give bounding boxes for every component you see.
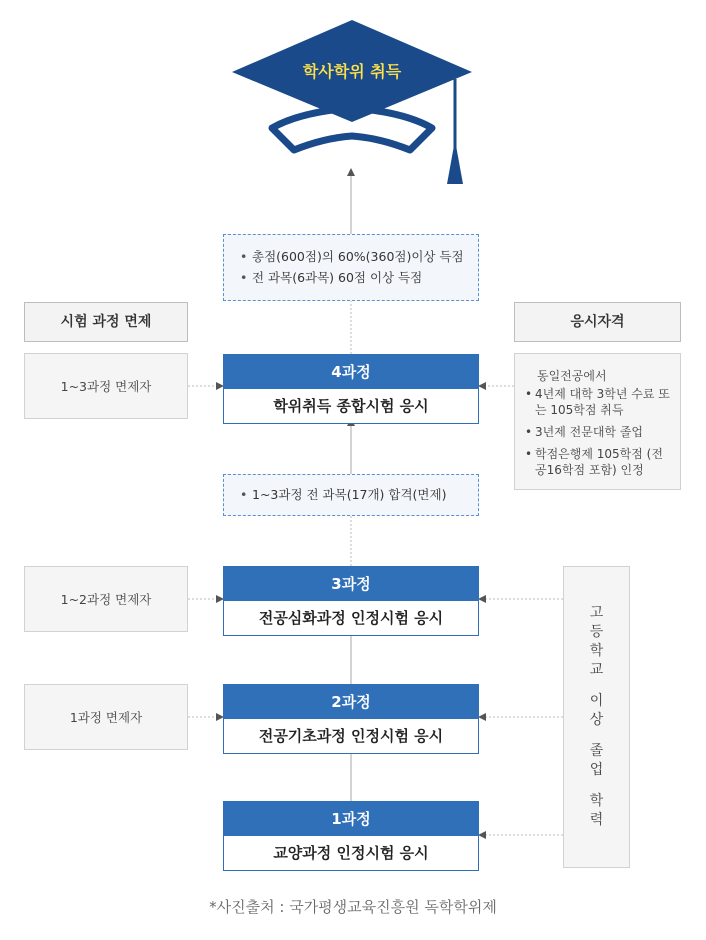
qualification-item: • 학점은행제 105학점 (전공16학점 포함) 인정: [525, 446, 672, 478]
highschool-graduate-box: [563, 566, 630, 868]
highschool-char: 교: [589, 662, 604, 678]
highschool-char: 상: [589, 712, 604, 728]
qualification-item: • 3년제 전문대학 졸업: [525, 424, 672, 440]
stage-pass-requirement-list: [238, 485, 478, 505]
photo-caption: *사진출처 : 국가평생교육진흥원 독학학위제: [209, 898, 497, 916]
stage-3-body: 전공심화과정 인정시험 응시: [258, 609, 444, 627]
stage-1: [223, 801, 479, 871]
stage-1-head: 1과정: [224, 802, 478, 836]
exemption-title: 시험 과정 면제: [24, 302, 188, 342]
qualification-title: 응시자격: [514, 302, 681, 342]
stage-4-body: 학위취득 종합시험 응시: [273, 397, 429, 415]
highschool-char: 고: [589, 605, 604, 621]
exempt-1-2-box: 1~2과정 면제자: [24, 566, 188, 632]
stage-4-head: 4과정: [224, 355, 478, 389]
degree-requirement-item: • 총점(600점)의 60%(360점)이상 득점: [238, 246, 478, 267]
qualification-box: [514, 353, 681, 490]
cap-label: 학사학위 취득: [302, 62, 402, 81]
degree-requirement-list: [238, 246, 478, 288]
stage-2-body: 전공기초과정 인정시험 응시: [258, 727, 444, 745]
stage-3-head: 3과정: [224, 567, 478, 601]
qualification-list: [525, 386, 672, 478]
degree-requirement-item: • 전 과목(6과목) 60점 이상 득점: [238, 267, 478, 288]
degree-requirement-box: [223, 234, 479, 301]
stage-2-head: 2과정: [224, 685, 478, 719]
qualification-item: • 4년제 대학 3학년 수료 또는 105학점 취득: [525, 386, 672, 418]
highschool-char: 학: [589, 643, 604, 659]
highschool-char: 졸: [589, 743, 604, 759]
stage-pass-requirement-item: • 1~3과정 전 과목(17개) 합격(면제): [238, 485, 478, 505]
stage-3: [223, 566, 479, 636]
highschool-char: 이: [589, 693, 604, 709]
stage-1-body: 교양과정 인정시험 응시: [273, 844, 429, 862]
highschool-char: 학: [589, 793, 604, 809]
qualification-intro: 동일전공에서: [537, 369, 607, 383]
stage-pass-requirement-box: [223, 474, 479, 516]
exempt-1-box: 1과정 면제자: [24, 684, 188, 750]
stage-4: [223, 354, 479, 424]
stage-2: [223, 684, 479, 754]
highschool-char: 등: [589, 624, 604, 640]
highschool-char: 업: [589, 762, 604, 778]
highschool-char: 력: [589, 812, 604, 828]
graduation-cap-icon: [232, 20, 472, 184]
exempt-1-3-box: 1~3과정 면제자: [24, 353, 188, 419]
